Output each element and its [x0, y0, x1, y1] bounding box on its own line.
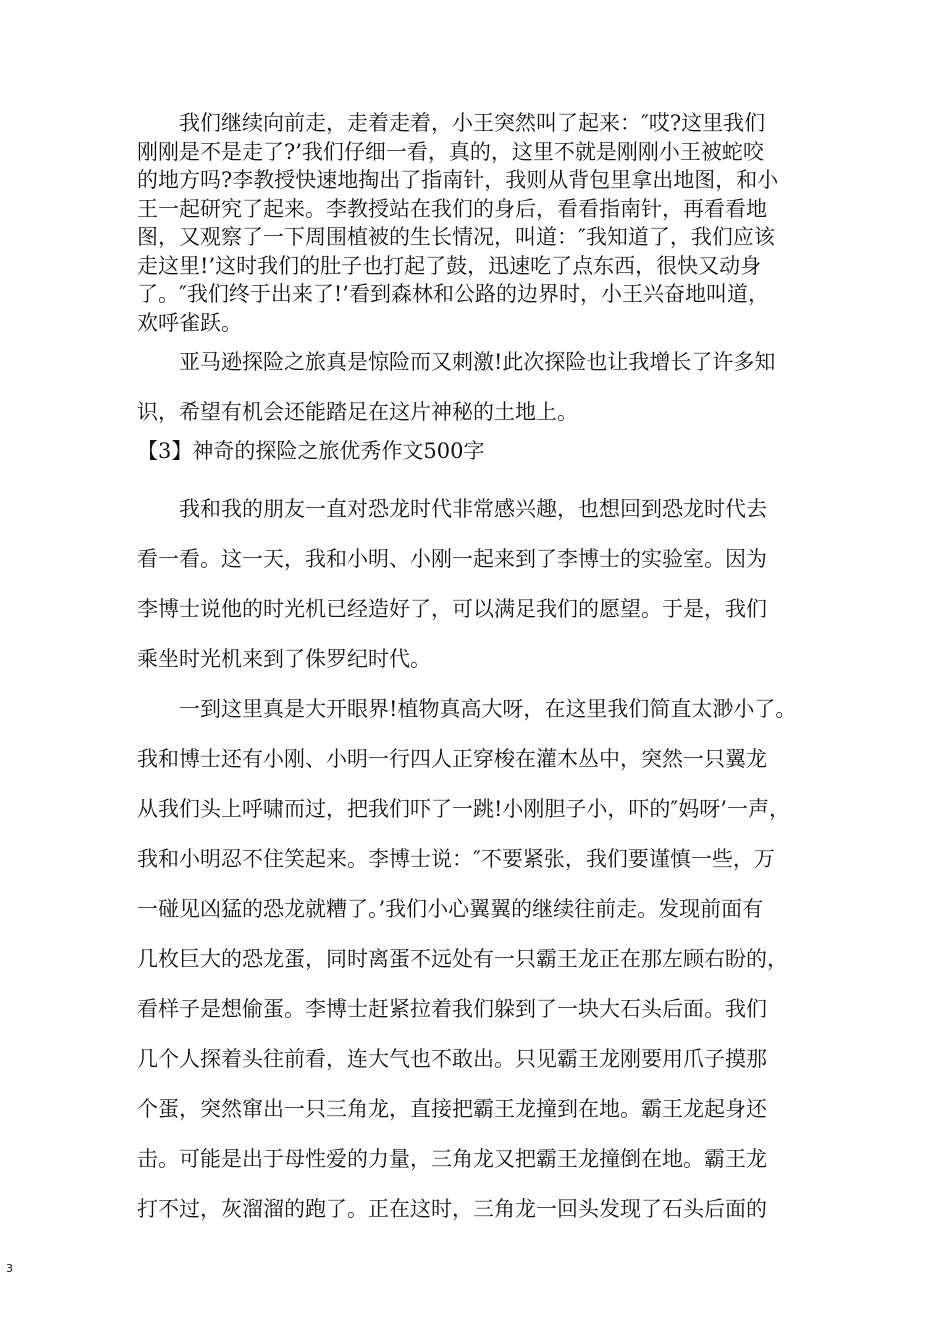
text-line: 欢呼雀跃。: [137, 310, 242, 335]
text-line: 看一看。这一天，我和小明、小刚一起来到了李博士的实验室。因为: [137, 547, 767, 571]
text-line: 从我们头上呼啸而过，把我们吓了一跳!小刚胆子小，吓的″妈呀’一声，: [137, 797, 790, 821]
page-number: 3: [6, 1262, 13, 1275]
text-line: 刚刚是不是走了?’我们仔细一看，真的，这里不就是刚刚小王被蛇咬: [137, 139, 764, 164]
paragraph-3: [137, 484, 767, 684]
text-line: 一碰见凶猛的恐龙就糟了。’我们小心翼翼的继续往前走。发现前面有: [137, 897, 764, 921]
text-line: 个蛋，突然窜出一只三角龙，直接把霸王龙撞到在地。霸王龙起身还: [137, 1097, 767, 1121]
section-heading: 【3】神奇的探险之旅优秀作文500字: [137, 439, 485, 463]
text-line: 击。可能是出于母性爱的力量，三角龙又把霸王龙撞倒在地。霸王龙: [137, 1147, 767, 1171]
text-line: 识，希望有机会还能踏足在这片神秘的土地上。: [137, 400, 578, 424]
paragraph-2: [137, 337, 775, 437]
text-line: 我们继续向前走，走着走着，小王突然叫了起来：″哎?这里我们: [137, 111, 766, 135]
text-line: 打不过，灰溜溜的跑了。正在这时，三角龙一回头发现了石头后面的: [137, 1197, 767, 1221]
text-line: 我和我的朋友一直对恐龙时代非常感兴趣，也想回到恐龙时代去: [137, 497, 767, 521]
text-line: 王一起研究了起来。李教授站在我们的身后，看看指南针，再看看地: [137, 196, 767, 221]
text-line: 一到这里真是大开眼界!植物真高大呀，在这里我们简直太渺小了。: [137, 697, 797, 721]
text-line: 乘坐时光机来到了侏罗纪时代。: [137, 647, 431, 671]
text-line: 图，又观察了一下周围植被的生长情况，叫道：″我知道了，我们应该: [137, 225, 775, 249]
text-line: 我和小明忍不住笑起来。李博士说：″不要紧张，我们要谨慎一些，万: [137, 847, 775, 871]
paragraph-4: [137, 684, 796, 1234]
text-line: 我和博士还有小刚、小明一行四人正穿梭在灌木丛中，突然一只翼龙: [137, 747, 767, 771]
text-line: 走这里!’这时我们的肚子也打起了鼓，迅速吃了点东西，很快又动身: [137, 253, 762, 278]
text-line: 几个人探着头往前看，连大气也不敢出。只见霸王龙刚要用爪子摸那: [137, 1047, 767, 1071]
text-line: 李博士说他的时光机已经造好了，可以满足我们的愿望。于是，我们: [137, 597, 767, 621]
text-line: 几枚巨大的恐龙蛋，同时离蛋不远处有一只霸王龙正在那左顾右盼的，: [137, 947, 788, 971]
text-line: 亚马逊探险之旅真是惊险而又刺激!此次探险也让我增长了许多知: [137, 350, 776, 374]
text-line: 了。″我们终于出来了!’看到森林和公路的边界时，小王兴奋地叫道，: [137, 282, 769, 306]
text-line: 的地方吗?李教授快速地掏出了指南针，我则从背包里拿出地图，和小: [137, 168, 779, 192]
paragraph-1: [137, 109, 778, 337]
text-line: 看样子是想偷蛋。李博士赶紧拉着我们躲到了一块大石头后面。我们: [137, 997, 767, 1021]
